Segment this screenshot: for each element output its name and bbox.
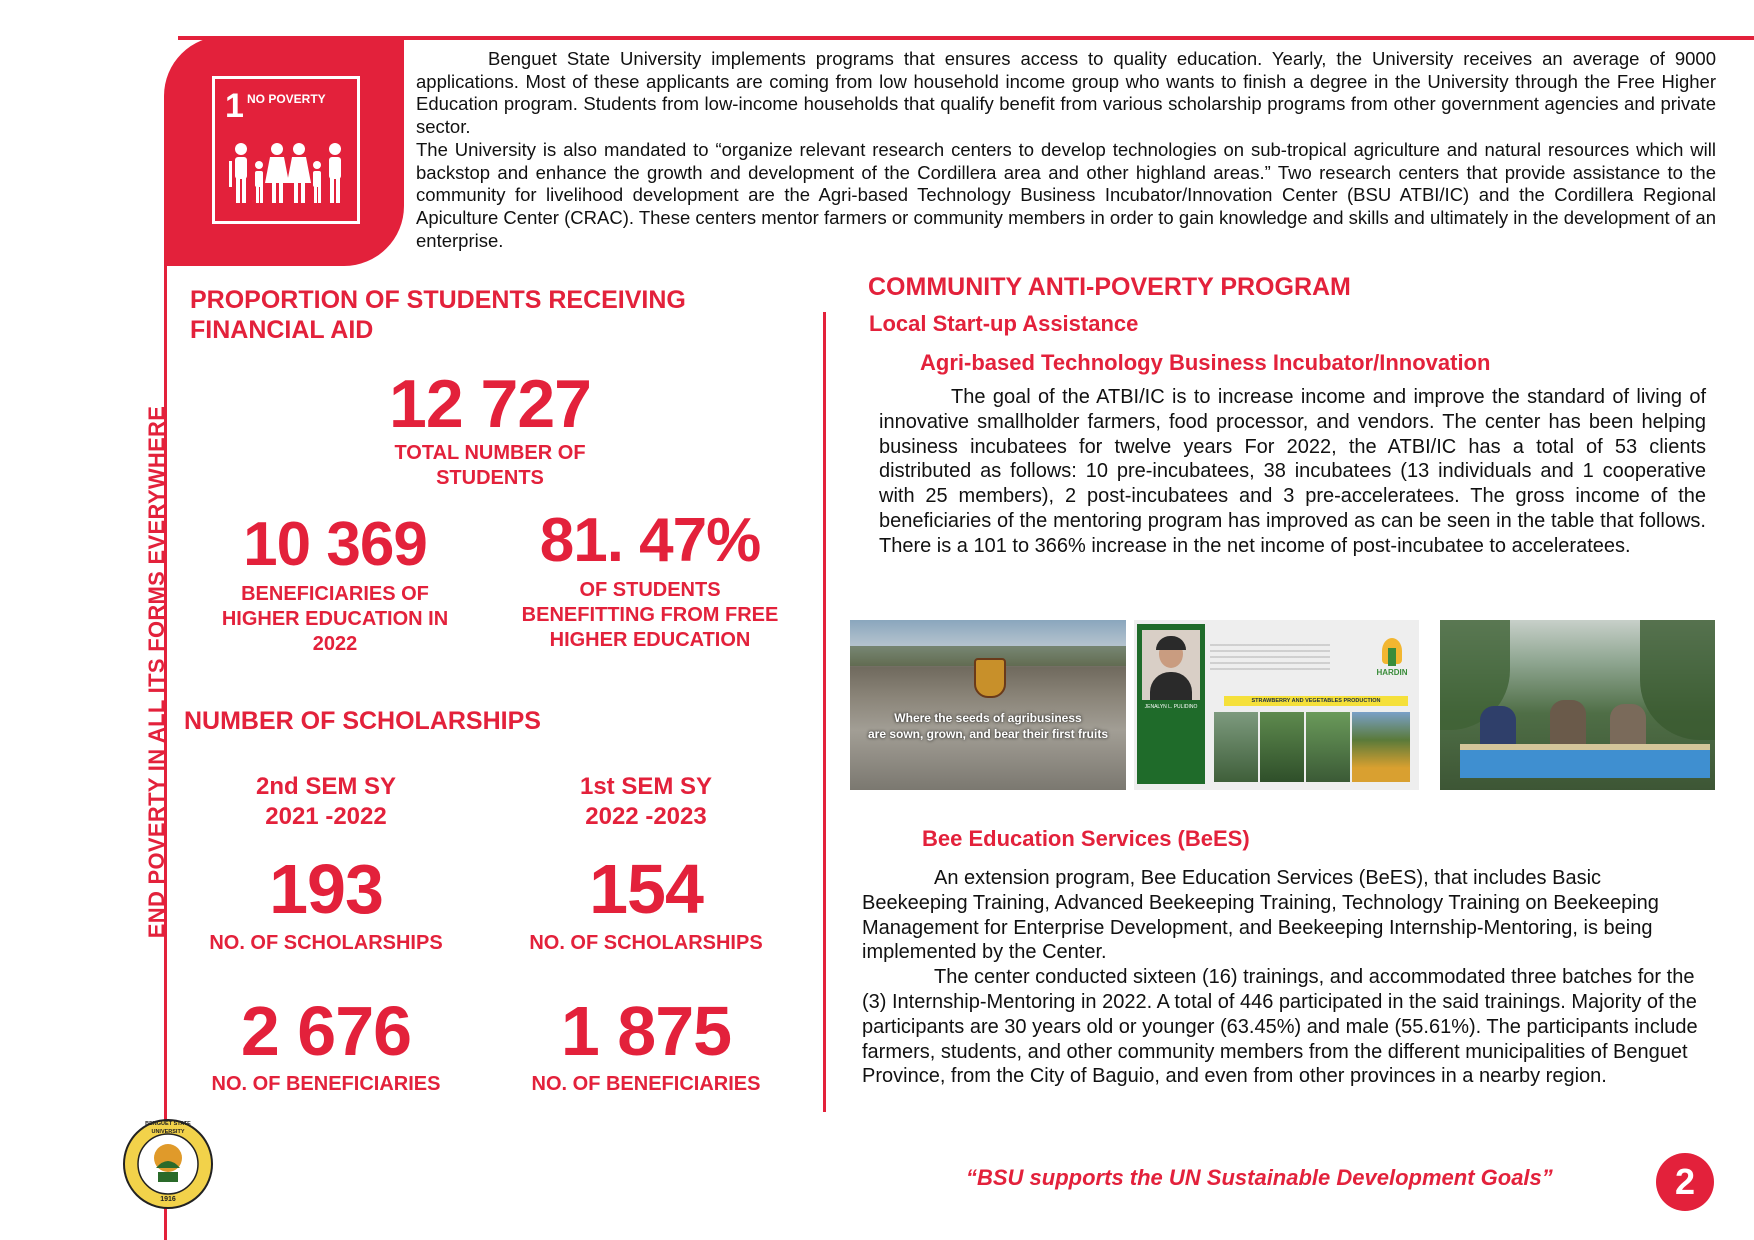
crest-icon [974, 658, 1006, 698]
sem2-scholarships-value: 154 [589, 850, 703, 928]
sdg-icon-frame [212, 76, 360, 224]
total-students-value: 12 727 [389, 366, 591, 442]
free-education-label-line1: OF STUDENTS [579, 579, 721, 601]
free-education-percent: 81. 47% [539, 506, 761, 575]
free-education-label [490, 578, 810, 653]
sem2-beneficiaries-label: NO. OF BENEFICIARIES [531, 1073, 761, 1095]
financial-aid-title [190, 285, 790, 345]
financial-aid-title-line2: FINANCIAL AID [190, 316, 374, 344]
bees-text [862, 866, 1702, 1089]
atbi-title: Agri-based Technology Business Incubator/Innovation [920, 350, 1491, 375]
beneficiaries-label-line1: BENEFICIARIES OF [241, 583, 429, 605]
free-education-label-line2: BENEFITTING FROM FREE [521, 604, 779, 626]
photo-caption-line1: Where the seeds of agribusiness [894, 711, 1082, 725]
beneficiaries-value: 10 369 [243, 510, 427, 579]
family-icon [229, 141, 345, 205]
sem1-heading-line1: 2nd SEM SY [255, 773, 397, 800]
total-students-label-line1: TOTAL NUMBER OF [394, 442, 586, 464]
scholarships-title: NUMBER OF SCHOLARSHIPS [184, 707, 541, 735]
top-rule [178, 36, 1754, 40]
intro-text [416, 48, 1716, 252]
portrait-photo [1142, 630, 1200, 700]
total-students-label-line2: STUDENTS [436, 467, 544, 489]
intro-paragraph-2: The University is also mandated to “organize relevant research centers to develop technologies on sub-tropical agriculture and natural resources which will backstop and enhance the growth and development of the Cordillera area and other highland areas.” Two research centers that provide assistance to the community for livelihood development are the Agri-based Technology Business Incubator/Innovation Center (BSU ATBI/IC) and the Cordillera Regional Apiculture Center (CRAC). These centers mentor farmers or community members in order to gain knowledge and skills and ultimately in the development of an enterprise. [416, 138, 1716, 251]
bees-title: Bee Education Services (BeES) [922, 826, 1250, 851]
poster-banner: STRAWBERRY AND VEGETABLES PRODUCTION [1224, 696, 1408, 706]
sem1-scholarships-label: NO. OF SCHOLARSHIPS [209, 932, 443, 954]
sdg-badge [164, 36, 404, 266]
poster-name: JENALYN L. PULIDINO [1144, 704, 1198, 710]
sem1-heading-line2: 2021 -2022 [265, 803, 387, 830]
page-number: 2 [1656, 1153, 1714, 1211]
total-students-label [340, 441, 640, 491]
side-label: END POVERTY IN ALL ITS FORMS EVERYWHERE [144, 405, 169, 939]
sdg-number: 1 [225, 87, 244, 125]
hardin-label: HARDIN [1376, 668, 1408, 677]
beneficiaries-label-line2: HIGHER EDUCATION IN [221, 608, 449, 630]
column-divider [823, 312, 826, 1112]
agribusiness-photo [850, 620, 1126, 790]
sem2-beneficiaries-value: 1 875 [560, 992, 732, 1070]
hardin-logo [1372, 638, 1412, 682]
sdg-label: NO POVERTY [247, 92, 326, 106]
startup-subtitle: Local Start-up Assistance [869, 311, 1139, 336]
university-seal [122, 1118, 214, 1210]
footer-quote: “BSU supports the UN Sustainable Development Goals” [966, 1165, 1553, 1190]
bees-paragraph-1: An extension program, Bee Education Services (BeES), that includes Basic Beekeeping Training, Advanced Beekeeping Training, Technology Training on Beekeeping Management for Enterprise Development, and Beekeeping Internship-Mentoring, is being implemented by the Center. [862, 867, 1659, 964]
sem1-beneficiaries-label: NO. OF BENEFICIARIES [211, 1073, 441, 1095]
sem2-heading-line2: 2022 -2023 [585, 803, 707, 830]
sem1-scholarships-value: 193 [269, 850, 383, 928]
community-title: COMMUNITY ANTI-POVERTY PROGRAM [868, 273, 1351, 301]
sem1-heading [176, 772, 476, 832]
bees-paragraph-2: The center conducted sixteen (16) trainings, and accommodated three batches for the (3) Internship-Mentoring in 2022. A total of 446 participated in the said trainings. Majority of the participants are 30 years old or younger (63.45%) and male (55.61%). The participants include farmers, students, and other community members from the different municipalities of Benguet Province, from the City of Baguio, and even from other provinces in a nearby region. [862, 966, 1698, 1088]
sem1-beneficiaries-value: 2 676 [240, 992, 412, 1070]
sem2-scholarships-label: NO. OF SCHOLARSHIPS [529, 932, 763, 954]
intro-paragraph-1: Benguet State University implements programs that ensures access to quality education. Yearly, the University receives an average of 9000 applications. Most of these applicants are coming from low household income group who wants to finish a degree in the University through the Free Higher Education program. Students from low-income households that qualify benefit from various scholarship programs from other government agencies and private sector. [416, 48, 1716, 138]
financial-aid-title-line1: PROPORTION OF STUDENTS RECEIVING [190, 286, 686, 314]
seal-year: 1916 [160, 1196, 176, 1203]
atbi-text [879, 385, 1706, 559]
atbi-paragraph: The goal of the ATBI/IC is to increase income and improve the standard of living of innovative smallholder farmers, food processor, and vendors. The center has been helping business incubatees for twelve years For 2022, the ATBI/IC has a total of 53 clients distributed as follows: 10 pre-incubatees, 38 incubatees (13 individuals and 1 cooperative with 25 members), 2 post-incubatees and 3 pre-acceleratees. The gross income of the beneficiaries of the mentoring program has improved as can be seen in the table that follows. There is a 101 to 366% increase in the net income of post-incubatee to acceleratees. [879, 386, 1706, 557]
incubatee-poster [1134, 620, 1419, 790]
photo-caption-line2: are sown, grown, and bear their first fruits [867, 727, 1109, 741]
beekeeping-photo [1440, 620, 1715, 790]
sem2-heading [496, 772, 796, 832]
free-education-label-line3: HIGHER EDUCATION [549, 629, 751, 651]
beneficiaries-label [185, 582, 485, 657]
seal-text: BENGUET STATE UNIVERSITY [145, 1121, 191, 1135]
beneficiaries-label-line3: 2022 [312, 633, 358, 655]
sem2-heading-line1: 1st SEM SY [579, 773, 713, 800]
